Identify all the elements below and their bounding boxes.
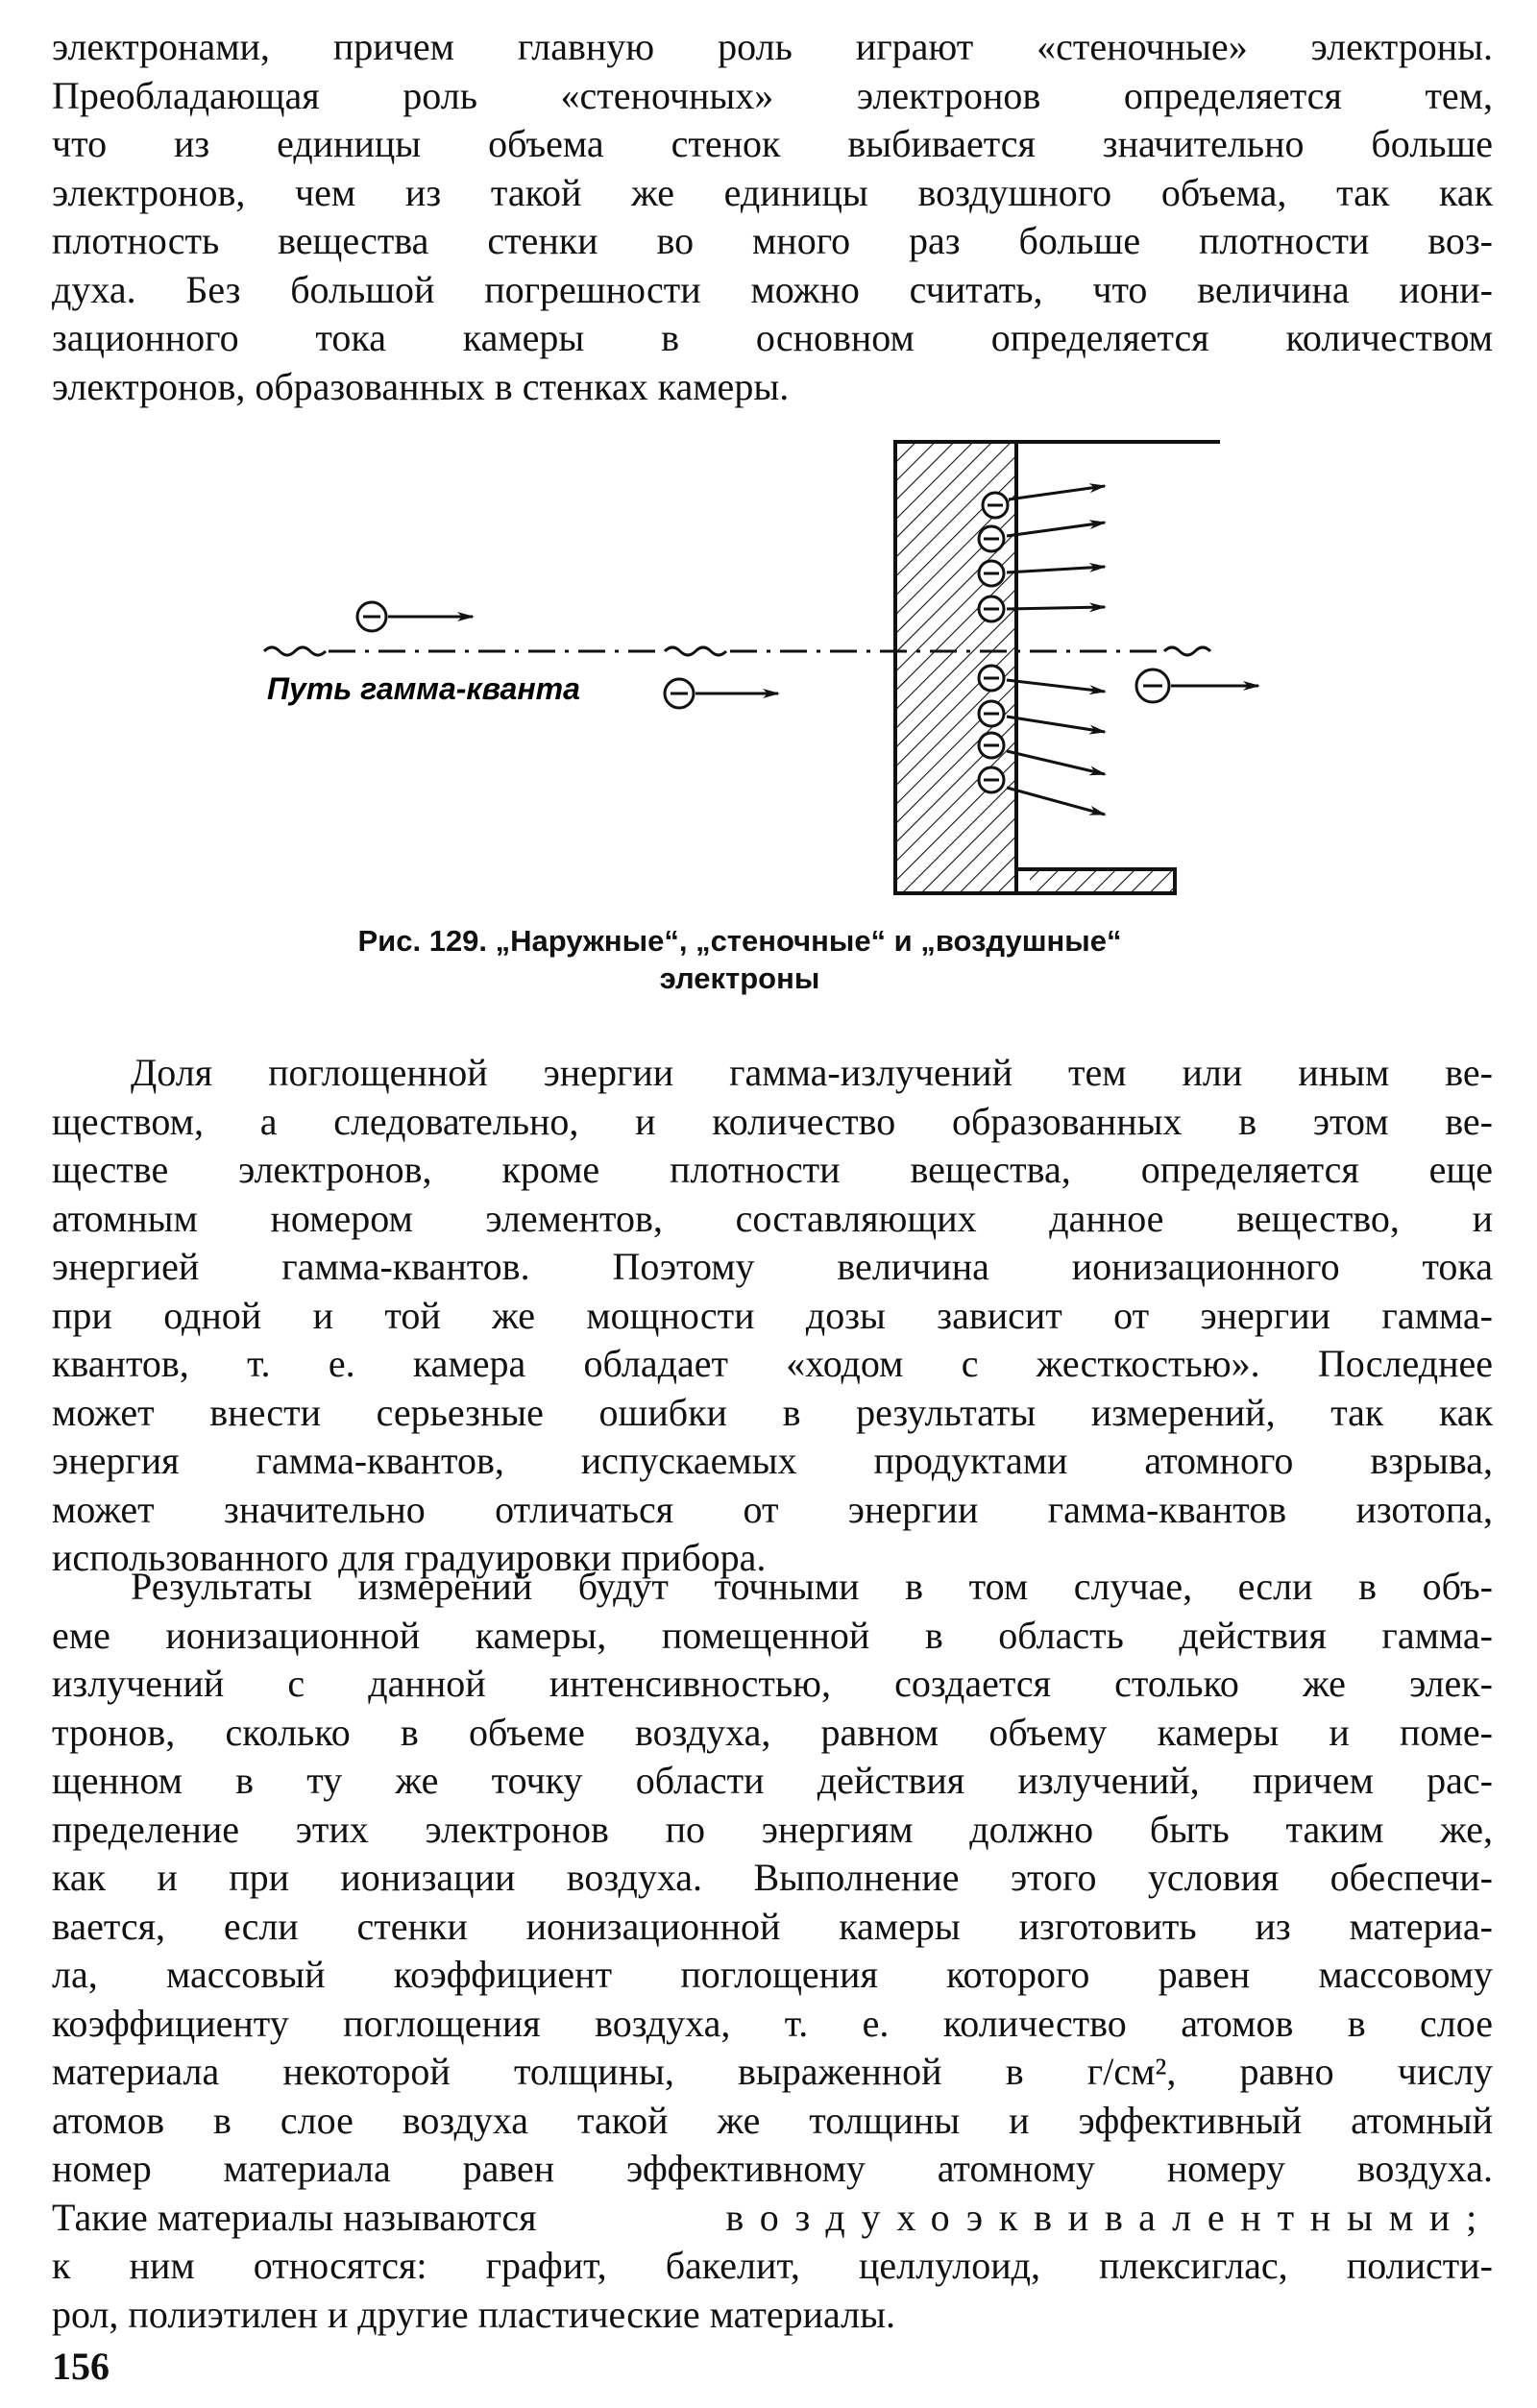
- text-line: электронов, образованных в стенках камеры.: [52, 364, 790, 408]
- text-line: тронов, сколько в объеме воздуха, равном объему камеры и поме-: [52, 1710, 1493, 1754]
- paragraph-absorbed-energy: [52, 1049, 1493, 1583]
- page-number: 156: [52, 2345, 110, 2388]
- text-line: атомов в слое воздуха такой же толщины и эффективный атомный: [52, 2098, 1493, 2142]
- text-line: рол, полиэтилен и другие пластические материалы.: [52, 2292, 895, 2336]
- text-line: Доля поглощенной энергии гамма-излучений тем или иным ве-: [131, 1051, 1493, 1094]
- caption-title: Рис. 129. „Наружные“, „стеночные“ и „воздушные“: [357, 924, 1122, 958]
- text-line: пределение этих электронов по энергиям должно быть таким же,: [52, 1807, 1493, 1851]
- text-line: может внести серьезные ошибки в результаты измерений, так как: [52, 1390, 1493, 1434]
- spaced-term: воздухоэквивалентными;: [725, 2195, 1493, 2239]
- text-line: к ним относятся: графит, бакелит, целлулоид, плексиглас, полисти-: [52, 2244, 1493, 2287]
- text-line: атомным номером элементов, составляющих данное вещество, и: [52, 1196, 1493, 1240]
- paragraph-air-equivalent-materials: [52, 1563, 1493, 2339]
- text-line: ществе электронов, кроме плотности вещества, определяется еще: [52, 1148, 1493, 1191]
- figure-caption: [231, 922, 1249, 997]
- text-line: еме ионизационной камеры, помещенной в область действия гамма-: [52, 1613, 1493, 1657]
- text-line: материала некоторой толщины, выраженной в г/см², равно числу: [52, 2050, 1493, 2093]
- text-line: энергией гамма-квантов. Поэтому величина ионизационного тока: [52, 1245, 1493, 1288]
- text-line: щенном в ту же точку области действия излучений, причем рас-: [52, 1759, 1493, 1802]
- wall-electron: [979, 561, 1105, 586]
- outer-electron: [665, 679, 778, 708]
- text-line: квантов, т. е. камера обладает «ходом с жесткостью». Последнее: [52, 1342, 1493, 1385]
- air-electron: [1136, 669, 1258, 702]
- text-line: Результаты измерений будут точными в том случае, если в объ-: [131, 1565, 1493, 1608]
- text-line: зационного тока камеры в основном определяется количеством: [52, 316, 1493, 359]
- text-line: энергия гамма-квантов, испускаемых продуктами атомного взрыва,: [52, 1439, 1493, 1482]
- text-line: может значительно отличаться от энергии гамма-квантов изотопа,: [52, 1487, 1493, 1531]
- text-line: электронами, причем главную роль играют «стеночные» электроны.: [52, 25, 1493, 68]
- caption-continuation: электроны: [659, 961, 820, 995]
- text-fragment: Такие материалы называются: [52, 2195, 537, 2239]
- text-line: электронов, чем из такой же единицы воздушного объема, так как: [52, 170, 1493, 214]
- text-line: излучений с данной интенсивностью, создается столько же элек-: [52, 1662, 1493, 1705]
- text-line: использованного для градуировки прибора.: [52, 1536, 767, 1579]
- gamma-path-label: Путь гамма-кванта: [267, 671, 580, 706]
- text-line-with-spaced-term: [52, 2194, 1493, 2243]
- text-line: при одной и той же мощности дозы зависит от энергии гамма-: [52, 1293, 1493, 1337]
- chamber-wall: [895, 442, 1220, 893]
- text-line: что из единицы объема стенок выбивается значительно больше: [52, 122, 1493, 165]
- text-line: вается, если стенки ионизационной камеры изготовить из материа-: [52, 1904, 1493, 1948]
- wall-electron: [979, 523, 1105, 551]
- wall-electron: [979, 666, 1105, 692]
- outer-electron: [357, 602, 473, 631]
- text-line: ла, массовый коэффициент поглощения которого равен массовому: [52, 1953, 1493, 1996]
- text-line: духа. Без большой погрешности можно считать, что величина иони-: [52, 267, 1493, 311]
- figure-electrons-diagram: [259, 432, 1278, 912]
- wall-electron: [979, 596, 1105, 621]
- gamma-path: [264, 647, 1210, 655]
- text-line: номер материала равен эффективному атомному номеру воздуха.: [52, 2147, 1493, 2190]
- text-line: ществом, а следовательно, и количество образованных в этом ве-: [52, 1099, 1493, 1143]
- text-line: коэффициенту поглощения воздуха, т. е. количество атомов в слое: [52, 2001, 1493, 2045]
- text-line: Преобладающая роль «стеночных» электронов определяется тем,: [52, 73, 1493, 117]
- text-line: как и при ионизации воздуха. Выполнение этого условия обеспечи-: [52, 1856, 1493, 1899]
- text-line: плотность вещества стенки во много раз больше плотности воз-: [52, 219, 1493, 262]
- paragraph-stenochnye-electrons: [52, 23, 1493, 411]
